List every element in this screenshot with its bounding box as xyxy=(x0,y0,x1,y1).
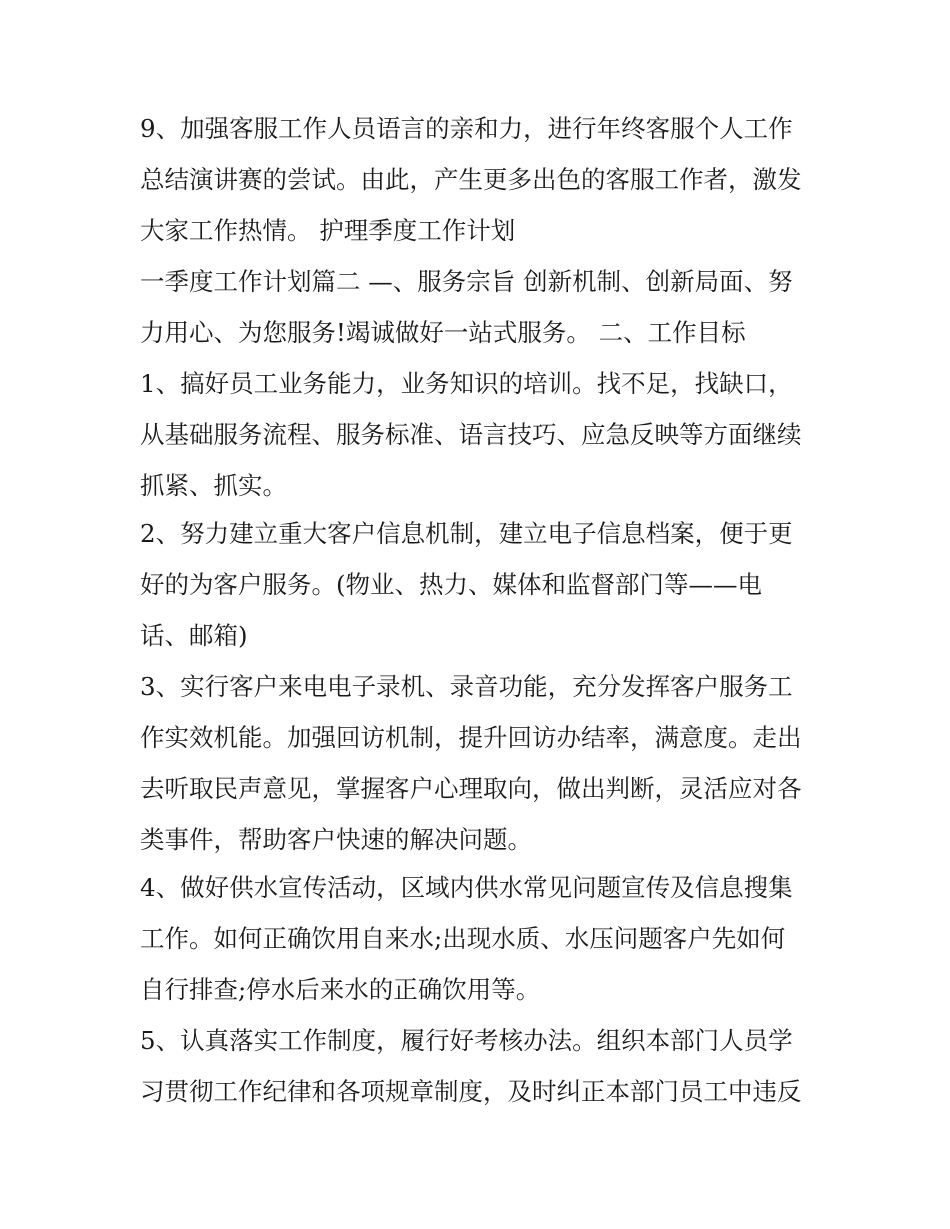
text-line: 力用心、为您服务!竭诚做好一站式服务。 二、工作目标 xyxy=(140,318,746,347)
text-line: 抓紧、抓实。 xyxy=(140,471,287,500)
text-line: 5、认真落实工作制度，履行好考核办法。组织本部门人员学 xyxy=(140,1026,793,1055)
text-line: 话、邮箱) xyxy=(140,621,248,650)
text-line: 习贯彻工作纪律和各项规章制度，及时纠正本部门员工中违反 xyxy=(140,1077,802,1106)
text-line: 大家工作热情。 护理季度工作计划 xyxy=(140,216,516,245)
text-line: 1、搞好员工业务能力，业务知识的培训。找不足，找缺口， xyxy=(140,369,793,398)
text-line: 工作。如何正确饮用自来水;出现水质、水压问题客户先如何 xyxy=(140,924,786,953)
text-line: 类事件，帮助客户快速的解决问题。 xyxy=(140,825,532,854)
text-line: 一季度工作计划篇二 —、服务宗旨 创新机制、创新局面、努 xyxy=(140,267,793,296)
text-line: 2、努力建立重大客户信息机制，建立电子信息档案，便于更 xyxy=(140,519,793,548)
text-line: 从基础服务流程、服务标准、语言技巧、应急反映等方面继续 xyxy=(140,420,802,449)
text-line: 9、加强客服工作人员语言的亲和力，进行年终客服个人工作 xyxy=(140,114,793,143)
text-line: 去听取民声意见，掌握客户心理取向，做出判断，灵活应对各 xyxy=(140,774,802,803)
text-line: 好的为客户服务。(物业、热力、媒体和监督部门等——电 xyxy=(140,570,763,599)
text-line: 4、做好供水宣传活动，区域内供水常见问题宣传及信息搜集 xyxy=(140,873,793,902)
text-line: 自行排查;停水后来水的正确饮用等。 xyxy=(140,975,541,1004)
text-line: 总结演讲赛的尝试。由此，产生更多出色的客服工作者，激发 xyxy=(140,165,802,194)
text-line: 3、实行客户来电电子录机、录音功能，充分发挥客户服务工 xyxy=(140,672,793,701)
text-line: 作实效机能。加强回访机制，提升回访办结率，满意度。走出 xyxy=(140,723,802,752)
